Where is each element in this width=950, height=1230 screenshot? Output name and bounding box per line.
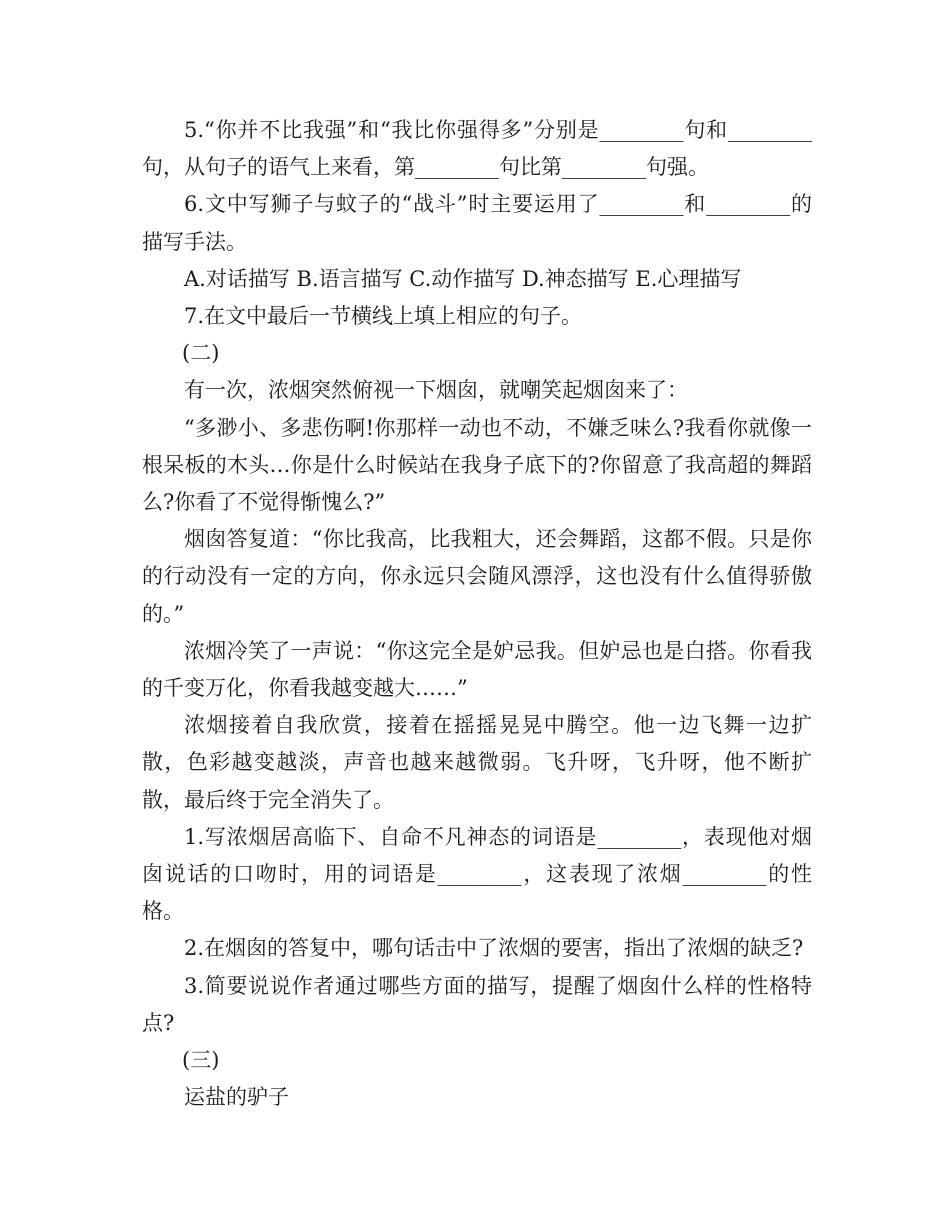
story-paragraph-1: 有一次，浓烟突然俯视一下烟囱，就嘲笑起烟囱来了： (184, 378, 688, 403)
section-2-question-3: 3.简要说说作者通过哪些方面的描写，提醒了烟囱什么样的性格特点? (142, 973, 812, 1035)
question-6-options: A.对话描写 B.语言描写 C.动作描写 D.神态描写 E.心理描写 (184, 266, 742, 291)
section-3-title: 运盐的驴子 (184, 1085, 289, 1110)
section-2-question-1: 1.写浓烟居高临下、自命不凡神态的词语是________，表现他对烟囱说话的口吻时，用的词语是________，这表现了浓烟________的性格。 (142, 824, 812, 924)
document-page (142, 112, 812, 1116)
question-7: 7.在文中最后一节横线上填上相应的句子。 (184, 304, 583, 329)
section-2-question-2: 2.在烟囱的答复中，哪句话击中了浓烟的要害，指出了浓烟的缺乏? (184, 936, 804, 961)
question-5: 5.“你并不比我强”和“我比你强得多”分别是________句和________句，从句子的语气上来看，第________句比第________句强。 (142, 118, 812, 180)
story-paragraph-3: 烟囱答复道：“你比我高，比我粗大，还会舞蹈，这都不假。只是你的行动没有一定的方向，你永远只会随风漂浮，这也没有什么值得骄傲的。” (142, 527, 812, 626)
story-paragraph-4: 浓烟冷笑了一声说：“你这完全是妒忌我。但妒忌也是白搭。你看我的千变万化，你看我越变越大……” (142, 638, 812, 701)
story-paragraph-5: 浓烟接着自我欣赏，接着在摇摇晃晃中腾空。他一边飞舞一边扩散，色彩越变越淡，声音也越来越微弱。飞升呀，飞升呀，他不断扩散，最后终于完全消失了。 (142, 713, 812, 812)
section-3-heading: (三) (182, 1048, 220, 1073)
story-paragraph-2: “多渺小、多悲伤啊!你那样一动也不动，不嫌乏味么?我看你就像一根呆板的木头…你是什么时候站在我身子底下的?你留意了我高超的舞蹈么?你看了不觉得惭愧么?” (142, 415, 812, 515)
question-6: 6.文中写狮子与蚊子的“战斗”时主要运用了________和________的描写手法。 (142, 192, 812, 254)
section-2-heading: (二) (182, 341, 220, 366)
